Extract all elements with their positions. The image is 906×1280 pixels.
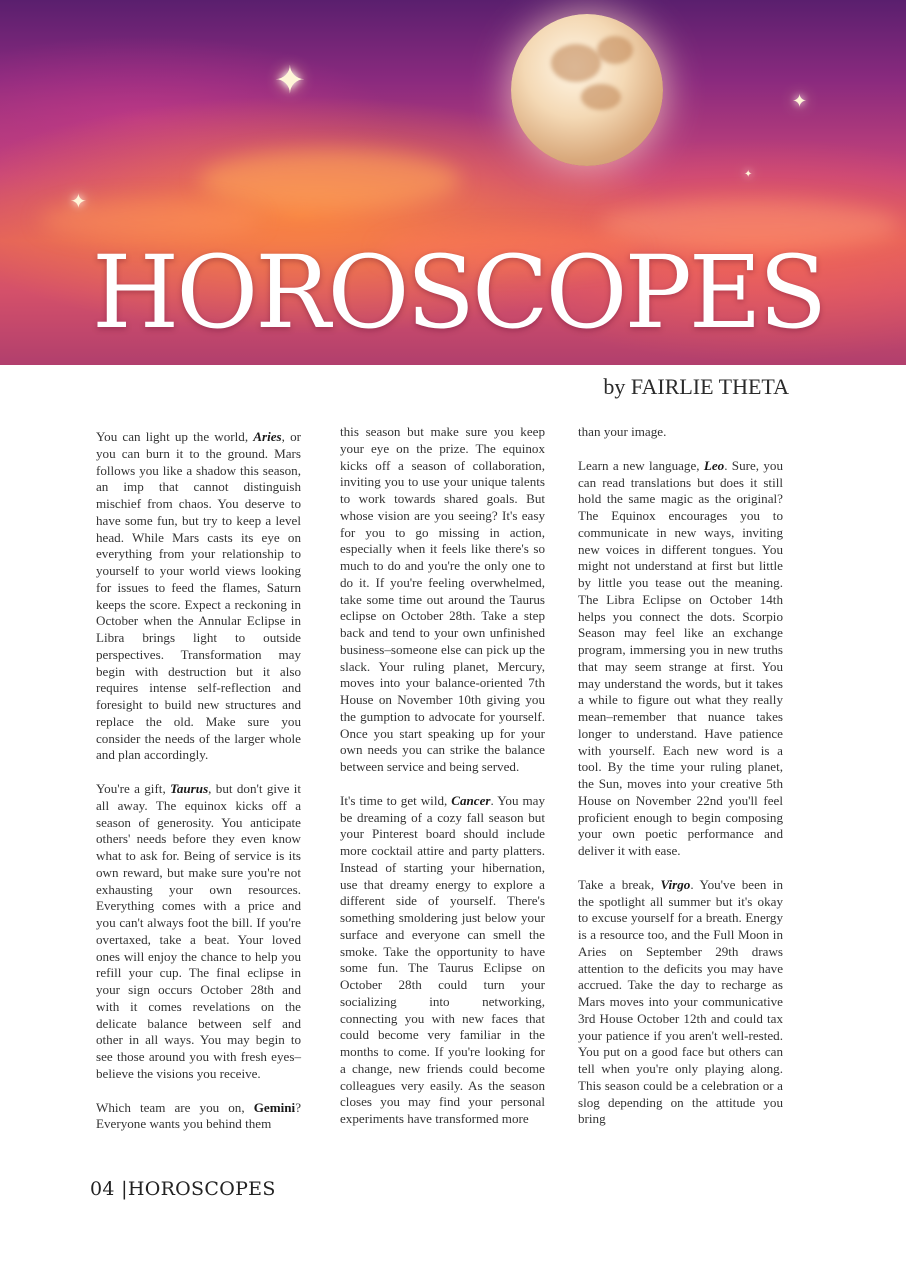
paragraph-text: , or you can burn it to the ground. Mars follows you like a shadow this season, an imp that cannot distinguish mischief from chaos. You deserve to have some fun, but try to keep a level head. While Mars casts its eye on everything from your relationship to yourself to your world views looking for issues to feed the flames, Saturn keeps the score. Expect a reckoning in October when the Annular Eclipse in Libra brings light to outside perspectives. Transformation may begin with destruction but it also requires intense self-reflection and foresight to build new structures and replace the old. Make sure you consider the needs of the larger whole and plan accordingly. (96, 429, 301, 763)
footer-section: HOROSCOPES (127, 1178, 276, 1200)
moon-crater (551, 44, 601, 82)
page-title: HOROSCOPES (92, 234, 825, 351)
moon-crater (581, 84, 621, 110)
horoscope-paragraph (578, 458, 783, 860)
star-icon: ✦ (744, 169, 753, 180)
paragraph-text: It's time to get wild, (340, 792, 452, 808)
text-column-3 (578, 424, 783, 1128)
paragraph-text: . Sure, you can read translations but does it still hold the same magic as the original? The Equinox encourages you to communicate in new ways, inviting new voices in different tongues. You might not understand at first but little by little you tease out the meaning. The Libra Eclipse on October 14th helps you connect the dots. Scorpio Season may feel like an exchange program, immersing you in new truths that may seem strange at first. You may understand the words, but it takes a while to figure out what they really mean–remember that nuance takes longer to understand. Have patience with yourself. Each new word is a tool. By the time your ruling planet, the Sun, moves into your creative 5th House on November 22nd you'll feel proficient enough to begin composing your own poetic performance and deliver it with ease. (578, 457, 783, 858)
star-icon: ✦ (792, 91, 808, 111)
text-column-1 (96, 429, 301, 1133)
paragraph-text: ? Everyone wants you behind them (96, 1099, 301, 1132)
horoscope-paragraph (96, 781, 301, 1083)
zodiac-sign-name: Cancer (451, 792, 491, 808)
paragraph-text: You're a gift, (96, 781, 171, 796)
horoscope-paragraph (578, 424, 783, 441)
paragraph-text: , but don't give it all away. The equinox kicks off a season of generosity. You anticipate others' needs before they even know what to ask for. Being of service is its own reward, but make sure you're not exhausting your own resources. Everything comes with a price and you can't always foot the bill. If you're overtaxed, take a beat. Your loved ones will enjoy the chance to help you refill your cup. The final eclipse in your sign occurs October 28th and with it comes revelations on the delicate balance between self and other in all ways. You may begin to see those around you with fresh eyes–believe the visions you receive. (96, 781, 301, 1081)
zodiac-sign-name: Gemini (253, 1099, 296, 1115)
page-footer: 04 |HOROSCOPES (90, 1178, 276, 1200)
horoscope-paragraph (340, 793, 545, 1128)
horoscope-paragraph (340, 424, 545, 776)
zodiac-sign-name: Taurus (170, 781, 209, 796)
paragraph-text: Take a break, (578, 876, 661, 892)
zodiac-sign-name: Aries (253, 429, 282, 444)
paragraph-text: Learn a new language, (578, 457, 704, 473)
text-column-2 (340, 424, 545, 1128)
paragraph-text: You can light up the world, (96, 429, 254, 444)
horoscope-paragraph (578, 877, 783, 1128)
horoscope-paragraph (96, 1100, 301, 1134)
star-icon: ✦ (274, 60, 306, 102)
cloud (200, 150, 460, 210)
paragraph-text: Which team are you on, (96, 1099, 254, 1115)
paragraph-text: this season but make sure you keep your eye on the prize. The equinox kicks off a season of collaboration, inviting you to use your unique talents to work towards shared goals. But whose vision are you seeing? It's easy for you to go missing in action, especially when it feels like there's so much to do and you're the only one to do it. If you're feeling overwhelmed, take some time out around the Taurus eclipse on October 28th. Take a step back and tend to your own unfinished business–someone else can pick up the slack. Your ruling planet, Mercury, moves into your balance-oriented 7th House on November 10th giving you the gumption to advocate for yourself. Once you start speaking up for your own needs you can strike the balance between service and being served. (340, 424, 545, 774)
byline: by FAIRLIE THETA (603, 374, 789, 399)
paragraph-text: . You may be dreaming of a cozy fall season but your Pinterest board should include more cocktail attire and party platters. Instead of starting your hibernation, use that dreamy energy to explore a different side of yourself. There's something smoldering just below your surface and everyone can smell the smoke. Take the opportunity to have some fun. The Taurus Eclipse on October 28th could turn your socializing into networking, connecting you with new faces that could become very familiar in the months to come. If you're looking for a change, new friends could become colleagues very easily. As the season closes you may find your personal experiments have transformed more (340, 792, 545, 1126)
paragraph-text: . You've been in the spotlight all summer but it's okay to excuse yourself for a breath. Energy is a resource too, and the Full Moon in Aries on September 29th draws attention to the deficits you may have accrued. Take the day to recharge as Mars moves into your communicative 3rd House October 12th and could tax your patience if you aren't well-rested. You put on a good face but others can tell when you're only playing along. This season could be a celebration or a slog depending on the attitude you bring (578, 876, 783, 1127)
horoscope-paragraph (96, 429, 301, 764)
moon-crater (597, 36, 633, 64)
paragraph-text: than your image. (578, 424, 667, 439)
full-moon (511, 14, 663, 166)
hero-image (0, 0, 906, 365)
page-number: 04 (90, 1178, 115, 1200)
star-icon: ✦ (70, 191, 87, 213)
zodiac-sign-name: Virgo (660, 876, 691, 892)
zodiac-sign-name: Leo (703, 457, 725, 473)
